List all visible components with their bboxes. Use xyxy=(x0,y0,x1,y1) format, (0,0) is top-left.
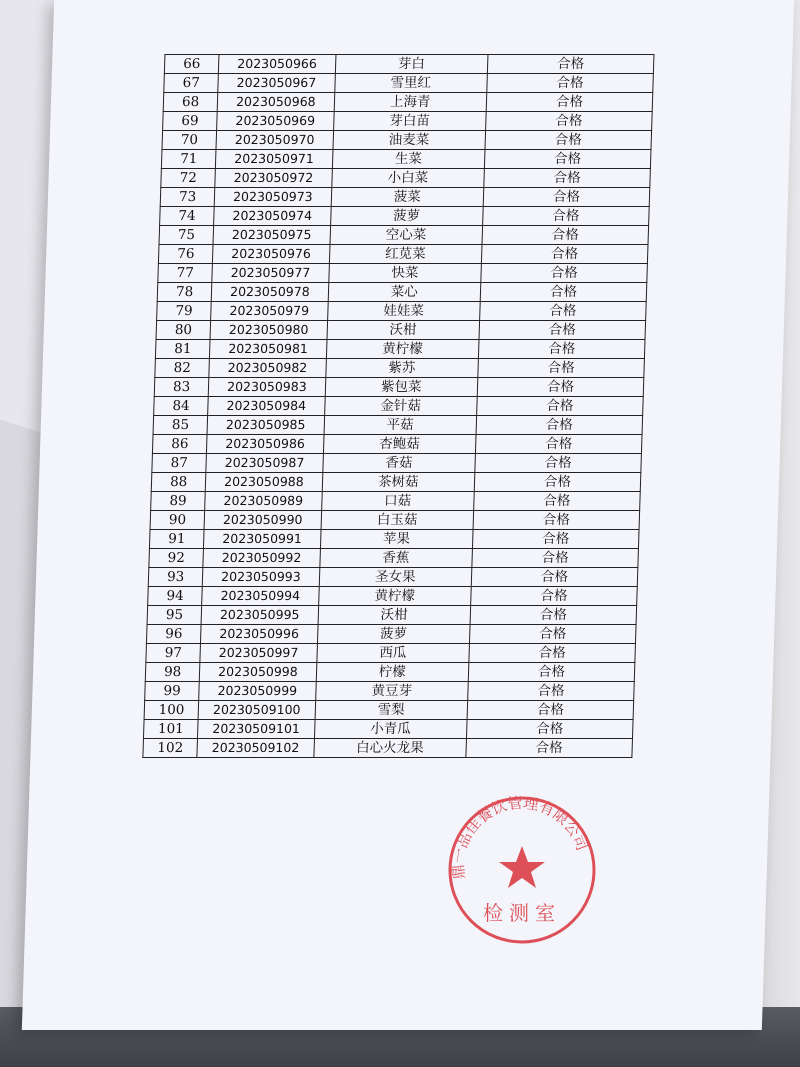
table-row xyxy=(161,150,651,169)
row-index: 66 xyxy=(164,55,219,74)
sample-code: 20230509100 xyxy=(198,701,315,720)
table-row xyxy=(162,131,652,150)
sample-code: 2023050978 xyxy=(211,283,328,302)
sample-code: 2023050998 xyxy=(200,663,317,682)
test-result: 合格 xyxy=(471,568,638,587)
item-name: 上海青 xyxy=(334,93,487,112)
test-result: 合格 xyxy=(476,416,643,435)
row-index: 100 xyxy=(144,701,199,720)
row-index: 93 xyxy=(148,568,203,587)
item-name: 黄柠檬 xyxy=(318,587,471,606)
table-row xyxy=(146,625,636,644)
test-result: 合格 xyxy=(478,340,645,359)
item-name: 柠檬 xyxy=(316,663,469,682)
test-result: 合格 xyxy=(477,397,644,416)
table-row xyxy=(164,74,654,93)
table-row xyxy=(155,359,645,378)
row-index: 91 xyxy=(149,530,204,549)
item-name: 菠菜 xyxy=(331,188,484,207)
test-result: 合格 xyxy=(473,511,640,530)
table-row xyxy=(155,340,645,359)
item-name: 雪梨 xyxy=(315,701,468,720)
sample-code: 2023050994 xyxy=(202,587,319,606)
row-index: 87 xyxy=(152,454,207,473)
table-row xyxy=(158,264,648,283)
test-result: 合格 xyxy=(474,473,641,492)
sample-code: 2023050989 xyxy=(205,492,322,511)
table-row xyxy=(145,682,635,701)
table-row xyxy=(145,663,635,682)
row-index: 73 xyxy=(160,188,215,207)
table-row xyxy=(160,188,650,207)
row-index: 92 xyxy=(149,549,204,568)
sample-code: 2023050968 xyxy=(217,93,334,112)
sample-code: 2023050979 xyxy=(211,302,328,321)
row-index: 76 xyxy=(158,245,213,264)
table-row xyxy=(164,55,654,74)
test-result: 合格 xyxy=(466,720,633,739)
sample-code: 2023050985 xyxy=(207,416,324,435)
test-result: 合格 xyxy=(481,264,648,283)
row-index: 97 xyxy=(146,644,201,663)
table-row xyxy=(152,454,642,473)
item-name: 茶树菇 xyxy=(322,473,475,492)
row-index: 88 xyxy=(151,473,206,492)
table-row xyxy=(143,720,633,739)
test-result: 合格 xyxy=(471,587,638,606)
sample-code: 2023050972 xyxy=(215,169,332,188)
test-result: 合格 xyxy=(466,739,633,758)
sample-code: 2023050971 xyxy=(216,150,333,169)
sample-code: 2023050974 xyxy=(214,207,331,226)
table-row xyxy=(146,644,636,663)
test-result: 合格 xyxy=(480,283,647,302)
table-row xyxy=(157,302,647,321)
sample-code: 2023050983 xyxy=(208,378,325,397)
inspection-results-table xyxy=(142,54,654,758)
item-name: 芽白 xyxy=(335,55,488,74)
sample-code: 2023050995 xyxy=(201,606,318,625)
test-result: 合格 xyxy=(467,701,634,720)
test-result: 合格 xyxy=(485,131,652,150)
item-name: 红苋菜 xyxy=(329,245,482,264)
row-index: 86 xyxy=(152,435,207,454)
row-index: 67 xyxy=(164,74,219,93)
sample-code: 2023050991 xyxy=(204,530,321,549)
item-name: 苹果 xyxy=(320,530,473,549)
table-row xyxy=(163,112,653,131)
row-index: 94 xyxy=(148,587,203,606)
row-index: 98 xyxy=(145,663,200,682)
item-name: 空心菜 xyxy=(330,226,483,245)
test-result: 合格 xyxy=(486,93,653,112)
test-result: 合格 xyxy=(469,644,636,663)
table-row xyxy=(149,530,639,549)
table-row xyxy=(153,416,643,435)
sample-code: 20230509102 xyxy=(197,739,314,758)
test-result: 合格 xyxy=(472,549,639,568)
test-result: 合格 xyxy=(484,150,651,169)
test-result: 合格 xyxy=(478,359,645,378)
row-index: 69 xyxy=(163,112,218,131)
table-row xyxy=(147,606,637,625)
item-name: 西瓜 xyxy=(316,644,469,663)
table-row xyxy=(163,93,653,112)
table-row xyxy=(143,739,633,758)
sample-code: 2023050976 xyxy=(213,245,330,264)
sample-code: 2023050993 xyxy=(203,568,320,587)
item-name: 快菜 xyxy=(328,264,481,283)
test-result: 合格 xyxy=(483,207,650,226)
sample-code: 2023050992 xyxy=(203,549,320,568)
sample-code: 2023050970 xyxy=(216,131,333,150)
item-name: 紫苏 xyxy=(325,359,478,378)
item-name: 黄柠檬 xyxy=(326,340,479,359)
row-index: 80 xyxy=(156,321,211,340)
row-index: 78 xyxy=(157,283,212,302)
table-row xyxy=(144,701,634,720)
table-row xyxy=(151,492,641,511)
sample-code: 2023050969 xyxy=(217,112,334,131)
row-index: 99 xyxy=(145,682,200,701)
row-index: 90 xyxy=(150,511,205,530)
item-name: 紫包菜 xyxy=(325,378,478,397)
table-row xyxy=(160,207,650,226)
item-name: 香菇 xyxy=(322,454,475,473)
row-index: 77 xyxy=(158,264,213,283)
sample-code: 20230509101 xyxy=(198,720,315,739)
row-index: 72 xyxy=(161,169,216,188)
sample-code: 2023050990 xyxy=(204,511,321,530)
item-name: 口菇 xyxy=(321,492,474,511)
row-index: 74 xyxy=(160,207,215,226)
row-index: 83 xyxy=(154,378,209,397)
test-result: 合格 xyxy=(487,55,654,74)
item-name: 平菇 xyxy=(324,416,477,435)
item-name: 菠萝 xyxy=(330,207,483,226)
item-name: 白心火龙果 xyxy=(313,739,466,758)
item-name: 白玉菇 xyxy=(321,511,474,530)
document-page xyxy=(22,0,794,1030)
sample-code: 2023050975 xyxy=(213,226,330,245)
test-result: 合格 xyxy=(475,454,642,473)
item-name: 芽白苗 xyxy=(333,112,486,131)
item-name: 菠萝 xyxy=(317,625,470,644)
test-result: 合格 xyxy=(487,74,654,93)
test-result: 合格 xyxy=(482,226,649,245)
item-name: 菜心 xyxy=(328,283,481,302)
test-result: 合格 xyxy=(469,625,636,644)
row-index: 101 xyxy=(143,720,198,739)
table-row xyxy=(149,549,639,568)
row-index: 70 xyxy=(162,131,217,150)
row-index: 68 xyxy=(163,93,218,112)
seal-bottom-text: 检测室 xyxy=(483,901,561,925)
table-row xyxy=(151,473,641,492)
item-name: 沃柑 xyxy=(318,606,471,625)
test-result: 合格 xyxy=(468,663,635,682)
table-body xyxy=(143,55,654,758)
sample-code: 2023050984 xyxy=(208,397,325,416)
sample-code: 2023050980 xyxy=(210,321,327,340)
row-index: 95 xyxy=(147,606,202,625)
item-name: 黄豆芽 xyxy=(315,682,468,701)
item-name: 杏鲍菇 xyxy=(323,435,476,454)
row-index: 102 xyxy=(143,739,198,758)
table-row xyxy=(150,511,640,530)
test-result: 合格 xyxy=(479,321,646,340)
item-name: 雪里红 xyxy=(334,74,487,93)
item-name: 娃娃菜 xyxy=(327,302,480,321)
sample-code: 2023050987 xyxy=(206,454,323,473)
table-row xyxy=(154,397,644,416)
row-index: 85 xyxy=(153,416,208,435)
test-result: 合格 xyxy=(484,169,651,188)
row-index: 84 xyxy=(154,397,209,416)
table-row xyxy=(154,378,644,397)
table-row xyxy=(148,568,638,587)
item-name: 油麦菜 xyxy=(332,131,485,150)
sample-code: 2023050966 xyxy=(219,55,336,74)
item-name: 小青瓜 xyxy=(314,720,467,739)
sample-code: 2023050999 xyxy=(199,682,316,701)
row-index: 89 xyxy=(151,492,206,511)
item-name: 香蕉 xyxy=(319,549,472,568)
test-result: 合格 xyxy=(481,245,648,264)
row-index: 82 xyxy=(155,359,210,378)
test-result: 合格 xyxy=(483,188,650,207)
test-result: 合格 xyxy=(474,492,641,511)
test-result: 合格 xyxy=(468,682,635,701)
sample-code: 2023050986 xyxy=(207,435,324,454)
sample-code: 2023050967 xyxy=(218,74,335,93)
table-row xyxy=(159,226,649,245)
table-row xyxy=(161,169,651,188)
sample-code: 2023050973 xyxy=(214,188,331,207)
row-index: 75 xyxy=(159,226,214,245)
sample-code: 2023050977 xyxy=(212,264,329,283)
item-name: 金针菇 xyxy=(324,397,477,416)
sample-code: 2023050996 xyxy=(201,625,318,644)
sample-code: 2023050982 xyxy=(209,359,326,378)
test-result: 合格 xyxy=(472,530,639,549)
row-index: 81 xyxy=(155,340,210,359)
item-name: 小白菜 xyxy=(331,169,484,188)
row-index: 71 xyxy=(161,150,216,169)
row-index: 96 xyxy=(146,625,201,644)
item-name: 圣女果 xyxy=(319,568,472,587)
item-name: 生菜 xyxy=(332,150,485,169)
test-result: 合格 xyxy=(480,302,647,321)
sample-code: 2023050981 xyxy=(210,340,327,359)
test-result: 合格 xyxy=(475,435,642,454)
table-row xyxy=(148,587,638,606)
table-row xyxy=(158,245,648,264)
table-row xyxy=(157,283,647,302)
table-row xyxy=(156,321,646,340)
item-name: 沃柑 xyxy=(327,321,480,340)
table-row xyxy=(152,435,642,454)
seal-arc-text: 鼎一品佳餐饮管理有限公司 xyxy=(449,793,592,881)
test-result: 合格 xyxy=(477,378,644,397)
test-result: 合格 xyxy=(486,112,653,131)
test-result: 合格 xyxy=(470,606,637,625)
sample-code: 2023050988 xyxy=(205,473,322,492)
row-index: 79 xyxy=(157,302,212,321)
sample-code: 2023050997 xyxy=(200,644,317,663)
